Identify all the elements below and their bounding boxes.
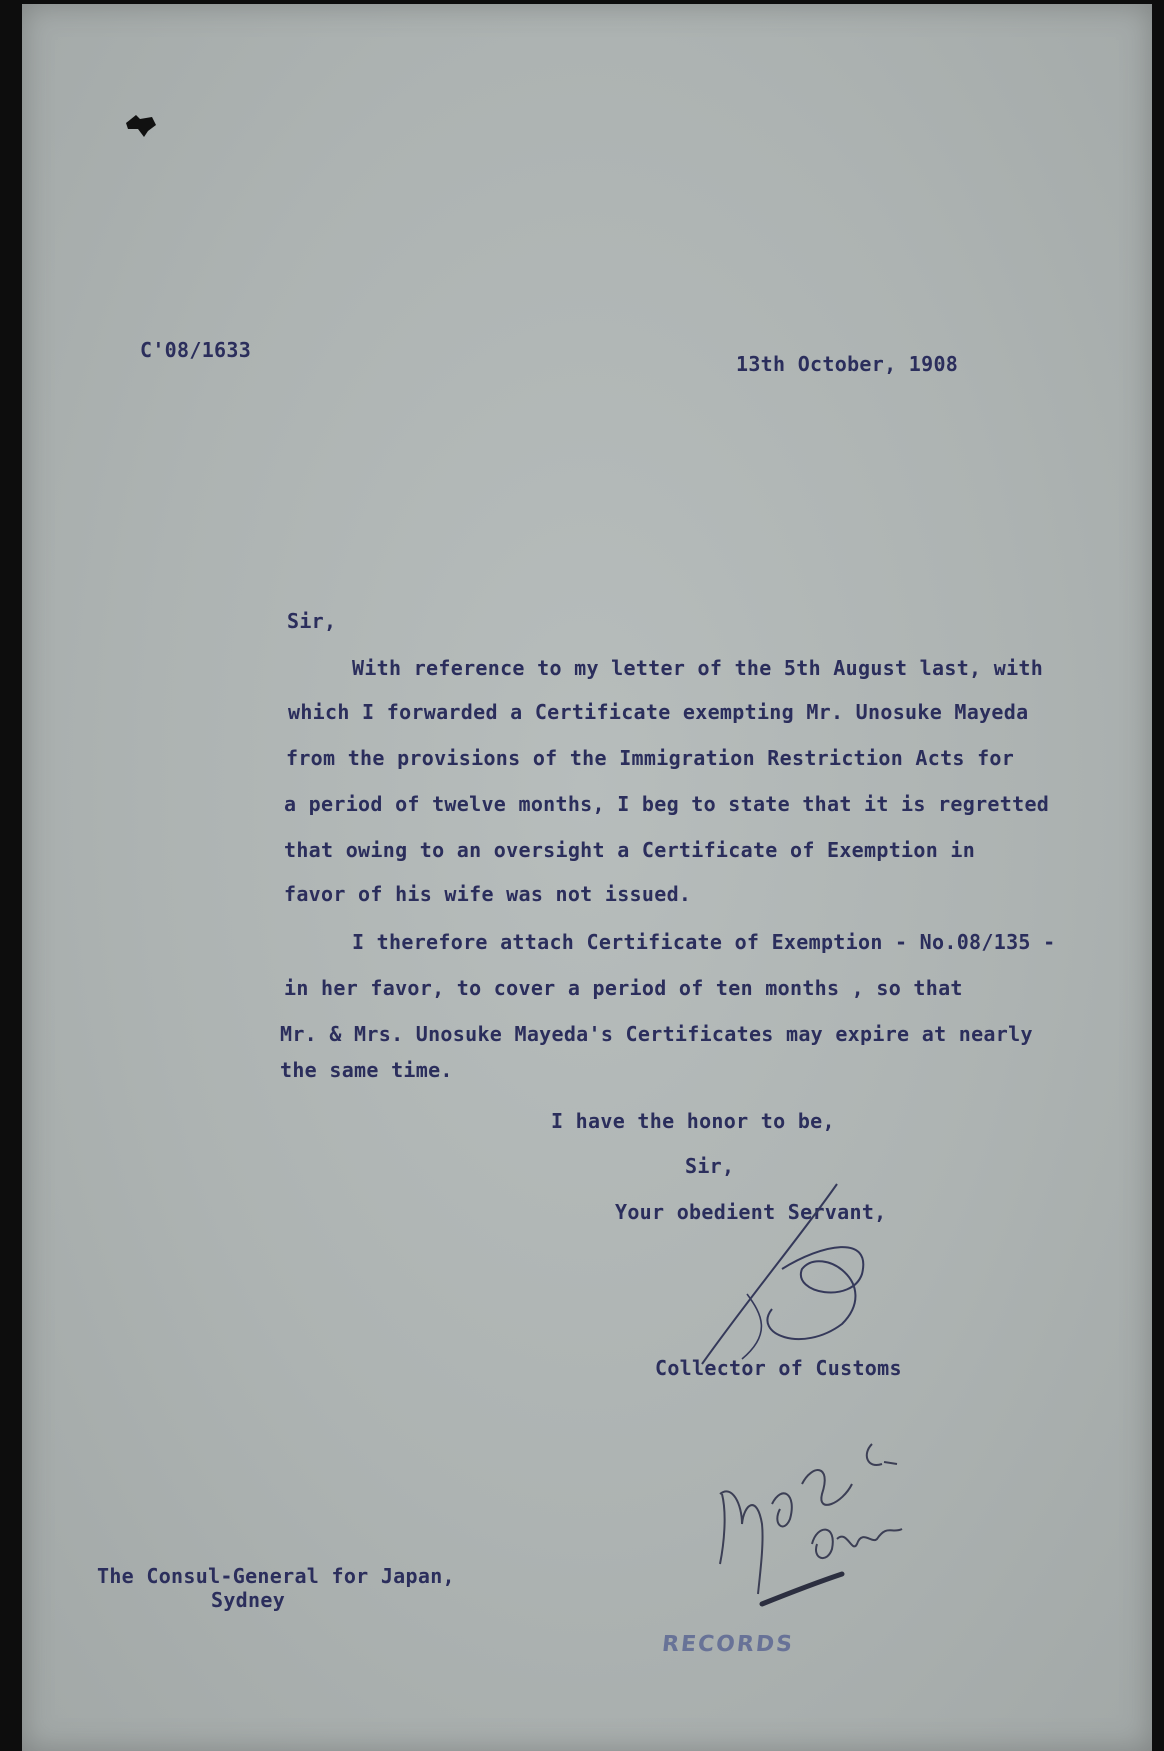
records-stamp: RECORDS (660, 1632, 796, 1657)
handwritten-annotation (702, 1424, 962, 1614)
body-line: a period of twelve months, I beg to state that it is regretted (284, 792, 1050, 816)
file-reference: C'08/1633 (140, 338, 252, 362)
body-line: Mr. & Mrs. Unosuke Mayeda's Certificates may expire at nearly (280, 1022, 1033, 1046)
body-line: in her favor, to cover a period of ten months , so that (284, 976, 963, 1000)
letter-date: 13th October, 1908 (736, 352, 959, 376)
addressee-line: The Consul-General for Japan, (97, 1564, 455, 1588)
paper-shading (22, 4, 1152, 1751)
closing-line: Sir, (685, 1154, 735, 1178)
closing-line: Your obedient Servant, (615, 1200, 887, 1224)
salutation: Sir, (287, 609, 337, 633)
letter-page (22, 4, 1152, 1751)
ink-blot-mark (122, 109, 162, 139)
body-line: the same time. (280, 1058, 453, 1082)
addressee-line: Sydney (211, 1588, 286, 1612)
body-line: I therefore attach Certificate of Exemption - No.08/135 - (352, 930, 1056, 954)
body-line: With reference to my letter of the 5th August last, with (352, 656, 1044, 680)
handwritten-signature (682, 1174, 902, 1374)
signatory-title: Collector of Customs (655, 1356, 902, 1380)
body-line: that owing to an oversight a Certificate of Exemption in (284, 838, 976, 862)
closing-line: I have the honor to be, (551, 1109, 835, 1133)
addressee-block (97, 1564, 455, 1612)
body-line: which I forwarded a Certificate exempting Mr. Unosuke Mayeda (288, 700, 1029, 724)
body-line: favor of his wife was not issued. (284, 882, 692, 906)
body-line: from the provisions of the Immigration Restriction Acts for (286, 746, 1015, 770)
